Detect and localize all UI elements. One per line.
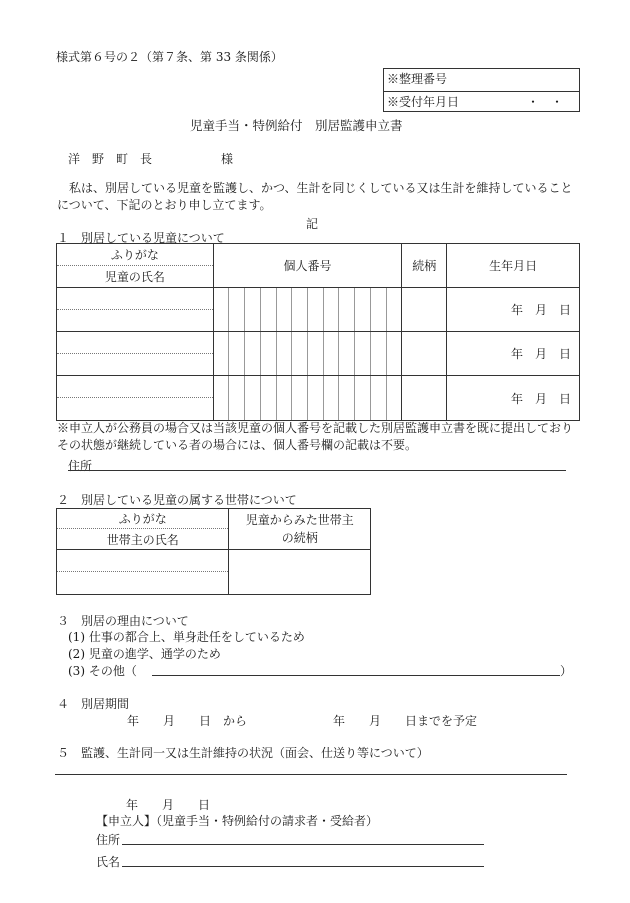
birthdate-cell[interactable]: 年 月 日: [447, 332, 580, 376]
table-row: [57, 550, 371, 595]
form-id: 様式第６号の２（第７条、第 33 条関係）: [56, 50, 283, 64]
relationship-cell[interactable]: [402, 332, 447, 376]
section2-heading: ２ 別居している児童の属する世帯について: [57, 493, 297, 507]
child-furigana-input[interactable]: [57, 288, 213, 310]
head-name-input[interactable]: [57, 572, 228, 594]
addressee-honorific: 様: [221, 152, 234, 166]
applicant-address-label: 住所: [96, 833, 121, 847]
reason-other-line[interactable]: [152, 675, 560, 676]
my-number-digits[interactable]: [214, 332, 402, 375]
birthdate-cell[interactable]: 年 月 日: [447, 376, 580, 421]
relationship-cell[interactable]: [402, 376, 447, 421]
reason-close-paren: ）: [560, 664, 573, 678]
child-name-input[interactable]: [57, 398, 213, 420]
head-relation-line2: の続柄: [281, 531, 318, 545]
section4-heading: ４ 別居期間: [57, 697, 130, 711]
furigana-header: ふりがな: [57, 244, 213, 266]
head-relation-cell[interactable]: [229, 550, 371, 595]
period-from: 年 月 日 から: [127, 714, 248, 728]
children-table-header: [57, 244, 580, 288]
received-date-field: [384, 91, 579, 113]
child-name-header: [57, 244, 214, 288]
children-table: [56, 243, 580, 421]
page-title: 児童手当・特例給付 別居監護申立書: [190, 118, 403, 133]
section5-heading: ５ 監護、生計同一又は生計維持の状況（面会、仕送り等について）: [57, 746, 429, 760]
applicant-name-line[interactable]: [122, 866, 484, 867]
received-date-label: ※受付年月日: [387, 95, 460, 109]
relationship-cell[interactable]: [402, 288, 447, 332]
child-name-cell[interactable]: [57, 332, 214, 376]
birthdate-cell[interactable]: 年 月 日: [447, 288, 580, 332]
child-name-cell[interactable]: [57, 376, 214, 421]
ki-label: 記: [306, 217, 319, 231]
status-line[interactable]: [55, 774, 567, 775]
head-relation-header: [229, 509, 371, 550]
addressee-name: 洋 野 町 長: [68, 152, 153, 166]
child-name-header-label: 児童の氏名: [104, 269, 165, 284]
my-number-cell[interactable]: [213, 332, 402, 376]
head-furigana-header: ふりがな: [57, 509, 228, 529]
my-number-digits[interactable]: [214, 376, 402, 420]
reason-item-3: (3) その他（: [68, 664, 137, 678]
my-number-cell[interactable]: [213, 288, 402, 332]
reception-box: [383, 68, 580, 112]
section1-heading: １ 別居している児童について: [57, 231, 225, 245]
my-number-header: 個人番号: [213, 244, 402, 288]
application-date: 年 月 日: [126, 798, 211, 812]
reason-item-1: (1) 仕事の都合上、単身赴任をしているため: [68, 630, 305, 644]
child-address-line[interactable]: [68, 470, 566, 471]
child-address-label: 住所: [68, 459, 93, 473]
child-name-cell[interactable]: [57, 288, 214, 332]
relationship-header: 続柄: [402, 244, 447, 288]
table-row: [57, 288, 580, 332]
head-name-cell[interactable]: [57, 550, 229, 595]
period-to: 年 月 日までを予定: [333, 714, 478, 728]
section3-heading: ３ 別居の理由について: [57, 614, 189, 628]
table-row: [57, 376, 580, 421]
applicant-name-label: 氏名: [96, 855, 121, 869]
head-name-header: [57, 509, 229, 550]
applicant-address-line[interactable]: [122, 844, 484, 845]
my-number-note: ※申立人が公務員の場合又は当該児童の個人番号を記載した別居監護申立書を既に提出しておりその状態が継続している者の場合には、個人番号欄の記載は不要。: [57, 421, 574, 452]
head-relation-line1: 児童からみた世帯主: [245, 513, 354, 527]
child-furigana-input[interactable]: [57, 332, 213, 354]
control-number-field: [384, 69, 579, 91]
intro-text: 私は、別居している児童を監護し、かつ、生計を同じくしている又は生計を維持していることについて、下記のとおり申し立てます。: [57, 181, 573, 212]
received-date-dots: ・ ・: [527, 95, 564, 109]
child-furigana-input[interactable]: [57, 376, 213, 398]
my-number-digits[interactable]: [214, 288, 402, 331]
applicant-label: 【申立人】（児童手当・特例給付の請求者・受給者）: [96, 814, 379, 828]
reason-item-2: (2) 児童の進学、通学のため: [68, 647, 221, 661]
my-number-cell[interactable]: [213, 376, 402, 421]
household-table-header: [57, 509, 371, 550]
child-name-input[interactable]: [57, 354, 213, 376]
table-row: [57, 332, 580, 376]
birthdate-header: 生年月日: [447, 244, 580, 288]
child-name-input[interactable]: [57, 310, 213, 332]
household-table: [56, 508, 371, 595]
head-furigana-input[interactable]: [57, 550, 228, 572]
control-number-label: ※整理番号: [387, 72, 448, 86]
head-name-header-label: 世帯主の氏名: [106, 532, 179, 547]
